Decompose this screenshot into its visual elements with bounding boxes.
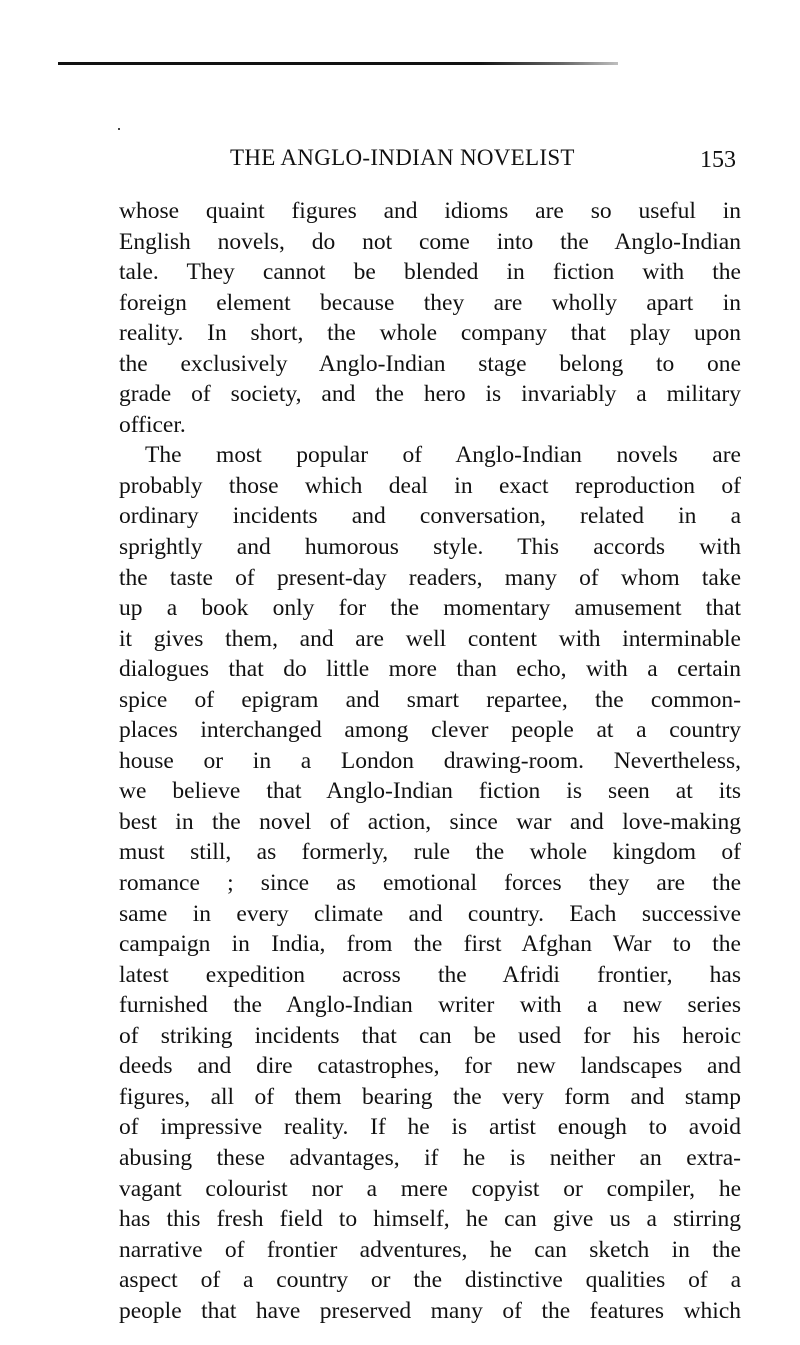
text-line: tale. They cannot be blended in fiction with the xyxy=(119,259,741,286)
text-line: we believe that Anglo-Indian fiction is seen at its xyxy=(119,778,741,805)
scan-speck xyxy=(118,128,120,130)
text-line: ordinary incidents and conversation, related in a xyxy=(119,503,741,530)
text-line: house or in a London drawing-room. Nevertheless, xyxy=(119,747,741,774)
text-line: deeds and dire catastrophes, for new landscapes and xyxy=(119,1053,741,1080)
text-line: sprightly and humorous style. This accords with xyxy=(119,534,741,561)
text-line: campaign in India, from the first Afghan War to the xyxy=(119,931,741,958)
text-line: latest expedition across the Afridi frontier, has xyxy=(119,961,741,988)
page-number: 153 xyxy=(700,147,736,173)
text-line: probably those which deal in exact reproduction of xyxy=(119,472,741,499)
text-line: aspect of a country or the distinctive qualities of a xyxy=(119,1267,741,1294)
paragraph xyxy=(119,440,741,1326)
text-line: the taste of present-day readers, many of whom take xyxy=(119,564,741,591)
text-line: officer. xyxy=(119,411,186,438)
text-line: furnished the Anglo-Indian writer with a new series xyxy=(119,992,741,1019)
text-line: grade of society, and the hero is invariably a military xyxy=(119,381,741,408)
paragraph xyxy=(119,196,741,440)
body-text xyxy=(119,196,741,1326)
text-line: it gives them, and are well content with interminable xyxy=(119,625,741,652)
text-line: English novels, do not come into the Anglo-Indian xyxy=(119,228,741,255)
text-line: the exclusively Anglo-Indian stage belong to one xyxy=(119,350,741,377)
text-line: figures, all of them bearing the very form and stamp xyxy=(119,1083,741,1110)
text-line: The most popular of Anglo-Indian novels are xyxy=(145,442,741,469)
text-line: of impressive reality. If he is artist enough to avoid xyxy=(119,1114,741,1141)
top-rule xyxy=(58,62,618,65)
text-line: must still, as formerly, rule the whole kingdom of xyxy=(119,839,741,866)
text-line: dialogues that do little more than echo, with a certain xyxy=(119,656,741,683)
text-line: best in the novel of action, since war and love-making xyxy=(119,808,741,835)
text-line: whose quaint figures and idioms are so useful in xyxy=(119,198,741,224)
text-line: romance ; since as emotional forces they are the xyxy=(119,870,741,897)
text-line: reality. In short, the whole company that play upon xyxy=(119,320,741,347)
text-line: up a book only for the momentary amusement that xyxy=(119,595,741,622)
text-line: same in every climate and country. Each successive xyxy=(119,900,741,927)
text-line: narrative of frontier adventures, he can sketch in the xyxy=(119,1236,741,1263)
text-line: foreign element because they are wholly apart in xyxy=(119,289,741,316)
text-line: places interchanged among clever people at a country xyxy=(119,717,741,744)
text-line: of striking incidents that can be used for his heroic xyxy=(119,1022,741,1049)
text-line: vagant colourist nor a mere copyist or compiler, he xyxy=(119,1175,741,1202)
text-line: has this fresh field to himself, he can give us a stirring xyxy=(119,1206,741,1233)
text-line: abusing these advantages, if he is neither an extra- xyxy=(119,1144,741,1171)
text-line: spice of epigram and smart repartee, the common- xyxy=(119,686,741,713)
text-line: people that have preserved many of the features which xyxy=(119,1297,741,1324)
running-title: THE ANGLO-INDIAN NOVELIST xyxy=(230,145,575,170)
